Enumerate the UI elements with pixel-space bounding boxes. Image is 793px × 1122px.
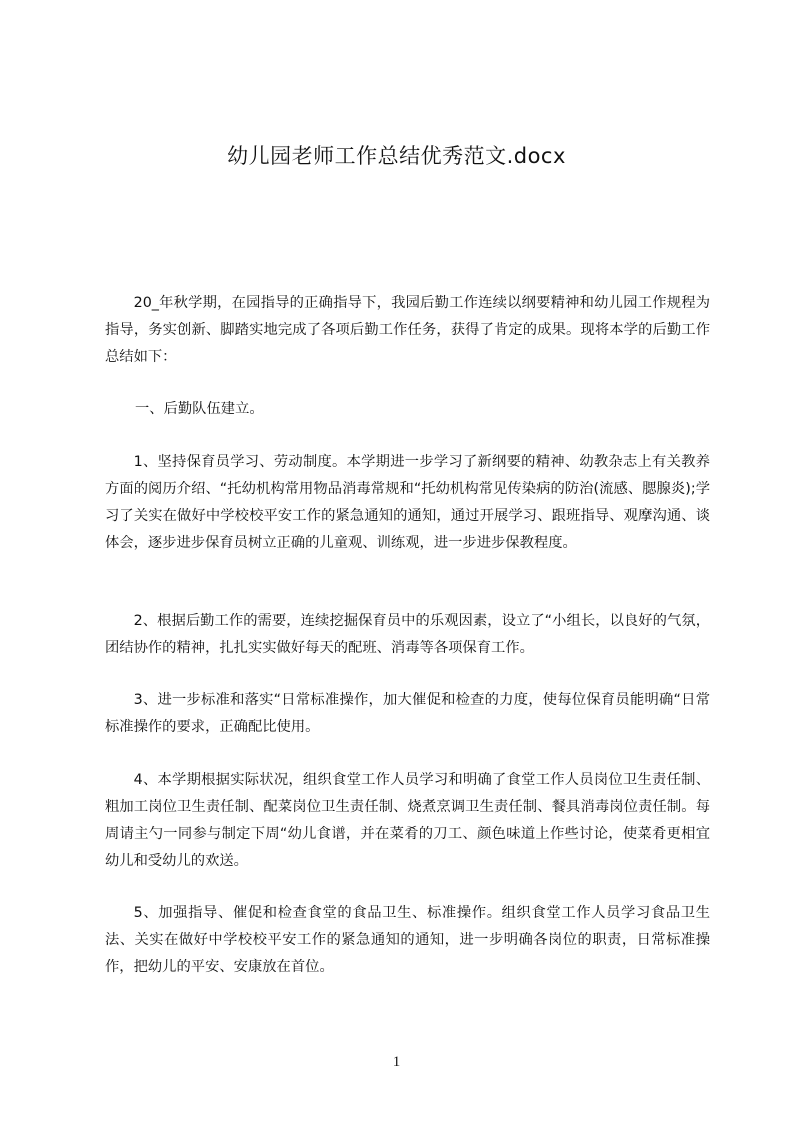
intro-paragraph: 20_年秋学期，在园指导的正确指导下，我园后勤工作连续以纲要精神和幼儿园工作规程为指导，务实创新、脚踏实地完成了各项后勤工作任务，获得了肯定的成果。现将本学的后勤工作总结如下： bbox=[105, 295, 710, 365]
list-item-1: 1、坚持保育员学习、劳动制度。本学期进一步学习了新纲要的精神、幼教杂志上有关教养方面的阅历介绍、“托幼机构常用物品消毒常规和“托幼机构常见传染病的防治(流感、腮腺炎);学习了关实在做好中学校校平安工作的紧急通知的通知，通过开展学习、跟班指导、观摩沟通、谈体会，逐步进步保育员树立正确的儿童观、训练观，进一步进步保教程度。 bbox=[105, 454, 710, 551]
list-item-4: 4、本学期根据实际状况，组织食堂工作人员学习和明确了食堂工作人员岗位卫生责任制、粗加工岗位卫生责任制、配菜岗位卫生责任制、烧煮烹调卫生责任制、餐具消毒岗位责任制。每周请主勺一同参与制定下周“幼儿食谱，并在菜肴的刀工、颜色味道上作些讨论，使菜肴更相宜幼儿和受幼儿的欢送。 bbox=[105, 772, 710, 869]
document-title: 幼儿园老师工作总结优秀范文.docx bbox=[227, 144, 566, 168]
section-heading: 一、后勤队伍建立。 bbox=[135, 401, 264, 417]
list-item-5: 5、加强指导、催促和检查食堂的食品卫生、标准操作。组织食堂工作人员学习食品卫生法、关实在做好中学校校平安工作的紧急通知的通知，进一步明确各岗位的职责，日常标准操作，把幼儿的平安、安康放在首位。 bbox=[105, 905, 710, 975]
list-item-3: 3、进一步标准和落实“日常标准操作，加大催促和检查的力度，使每位保育员能明确“日常标准操作的要求，正确配比使用。 bbox=[105, 692, 710, 735]
page-number: 1 bbox=[392, 1054, 401, 1070]
list-item-2: 2、根据后勤工作的需要，连续挖掘保育员中的乐观因素，设立了“小组长，以良好的气氛，团结协作的精神，扎扎实实做好每天的配班、消毒等各项保育工作。 bbox=[105, 613, 710, 656]
